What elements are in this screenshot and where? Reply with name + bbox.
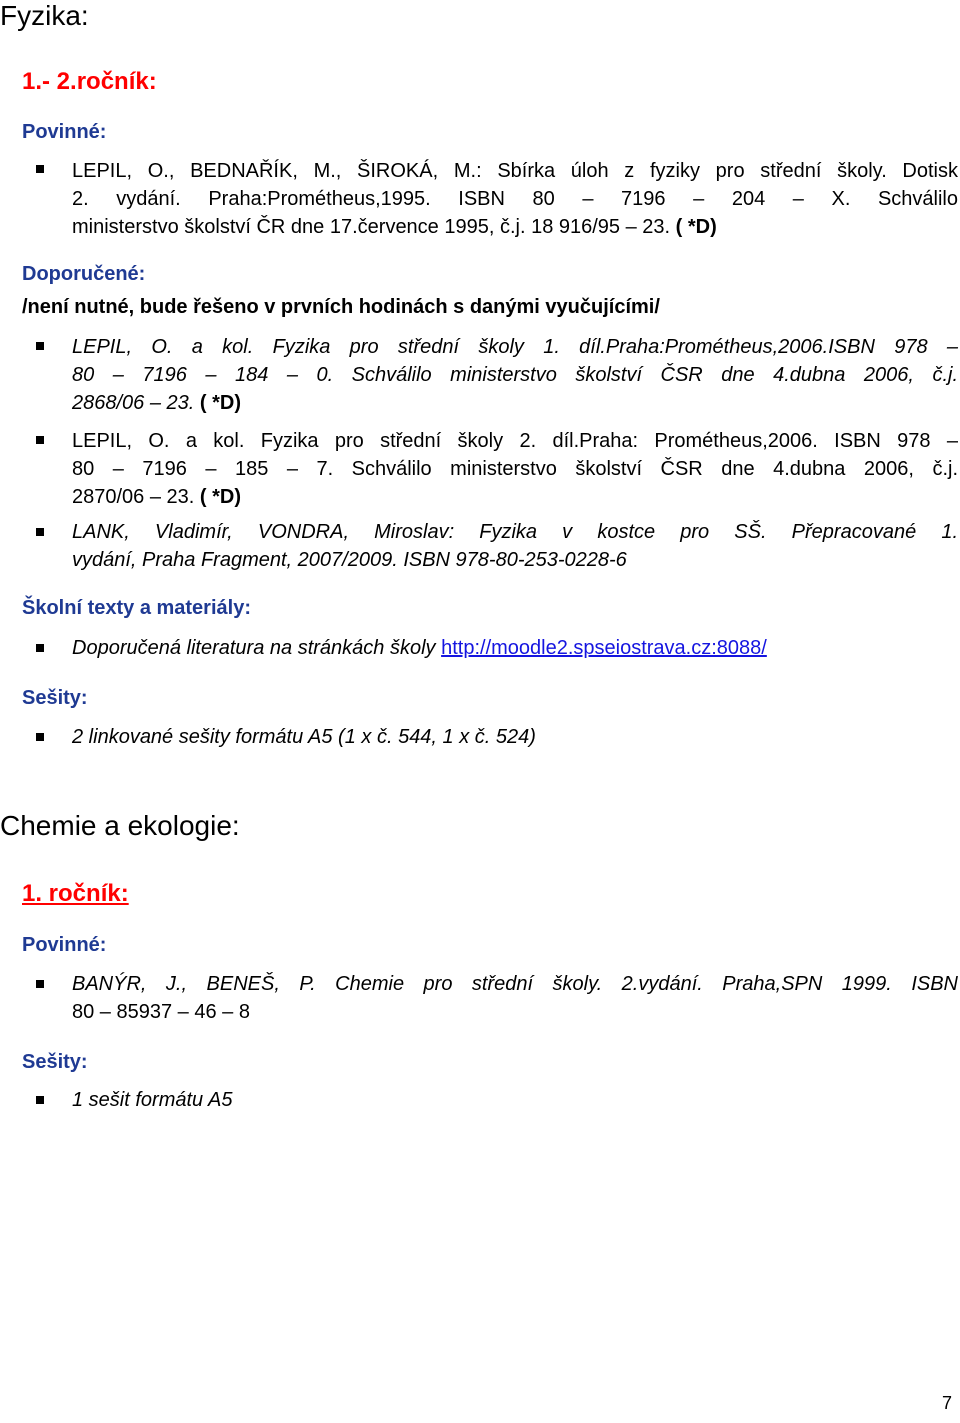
bullet-icon [36, 733, 44, 741]
item-line: LEPIL, O. a kol. Fyzika pro střední školy 2. díl.Praha: Prométheus,2006. ISBN 978 – [72, 430, 958, 452]
year-heading-chemie: 1. ročník: [22, 880, 129, 907]
bullet-icon [36, 644, 44, 652]
item-line: LEPIL, O. a kol. Fyzika pro střední školy 1. díl.Praha:Prométheus,2006.ISBN 978 – [72, 336, 958, 358]
list-item-sesity-fyzika: 2 linkované sešity formátu A5 (1 x č. 544, 1 x č. 524) [72, 726, 536, 748]
section-title-fyzika: Fyzika: [0, 0, 89, 31]
item-text: Doporučená literatura na stránkách školy [72, 637, 436, 659]
bullet-icon [36, 342, 44, 350]
sesity-heading-chemie: Sešity: [22, 1051, 88, 1073]
approval-mark: ( *D) [675, 216, 717, 238]
year-heading-fyzika: 1.- 2.ročník: [22, 68, 157, 95]
item-line: 80 – 85937 – 46 – 8 [72, 1001, 250, 1023]
bullet-icon [36, 528, 44, 536]
doporucene-note: /není nutné, bude řešeno v prvních hodinách s danými vyučujícími/ [22, 296, 660, 318]
doporucene-heading-fyzika: Doporučené: [22, 263, 146, 285]
list-item-sesity-chemie: 1 sešit formátu A5 [72, 1089, 233, 1111]
sesity-heading-fyzika: Sešity: [22, 687, 88, 709]
povinne-heading-fyzika: Povinné: [22, 121, 107, 143]
skolni-heading: Školní texty a materiály: [22, 597, 251, 619]
bullet-icon [36, 980, 44, 988]
item-line: LANK, Vladimír, VONDRA, Miroslav: Fyzika v kostce pro SŠ. Přepracované 1. [72, 521, 958, 543]
item-line: BANÝR, J., BENEŠ, P. Chemie pro střední školy. 2.vydání. Praha,SPN 1999. ISBN [72, 973, 958, 995]
list-item-doporucene-3 [72, 518, 958, 574]
bullet-icon [36, 165, 44, 173]
bullet-icon [36, 1096, 44, 1104]
moodle-link[interactable]: http://moodle2.spseiostrava.cz:8088/ [441, 637, 767, 659]
item-line: 80 – 7196 – 185 – 7. Schválilo ministerstvo školství ČSR dne 4.dubna 2006, č.j. [72, 458, 958, 480]
list-item-doporucene-1 [72, 333, 958, 417]
item-line: 2. vydání. Praha:Prométheus,1995. ISBN 80 – 7196 – 204 – X. Schválilo [72, 188, 958, 210]
list-item-doporucene-2 [72, 427, 958, 511]
item-line: 2868/06 – 23. [72, 392, 195, 414]
item-line: 80 – 7196 – 184 – 0. Schválilo ministerstvo školství ČSR dne 4.dubna 2006, č.j. [72, 364, 958, 386]
page-number: 7 [942, 1393, 953, 1413]
approval-mark: ( *D) [199, 392, 242, 414]
list-item-povinne-chemie [72, 970, 958, 1026]
povinne-heading-chemie: Povinné: [22, 934, 107, 956]
approval-mark: ( *D) [199, 486, 242, 508]
item-line: ministerstvo školství ČR dne 17.července 1995, č.j. 18 916/95 – 23. [72, 216, 671, 238]
section-title-chemie: Chemie a ekologie: [0, 810, 240, 841]
bullet-icon [36, 436, 44, 444]
list-item-skolni [72, 634, 767, 662]
item-line: LEPIL, O., BEDNAŘÍK, M., ŠIROKÁ, M.: Sbírka úloh z fyziky pro střední školy. Dotisk [72, 160, 958, 182]
item-line: 2870/06 – 23. [72, 486, 195, 508]
item-line: vydání, Praha Fragment, 2007/2009. ISBN 978-80-253-0228-6 [72, 549, 627, 571]
list-item-povinne-fyzika [72, 157, 958, 241]
